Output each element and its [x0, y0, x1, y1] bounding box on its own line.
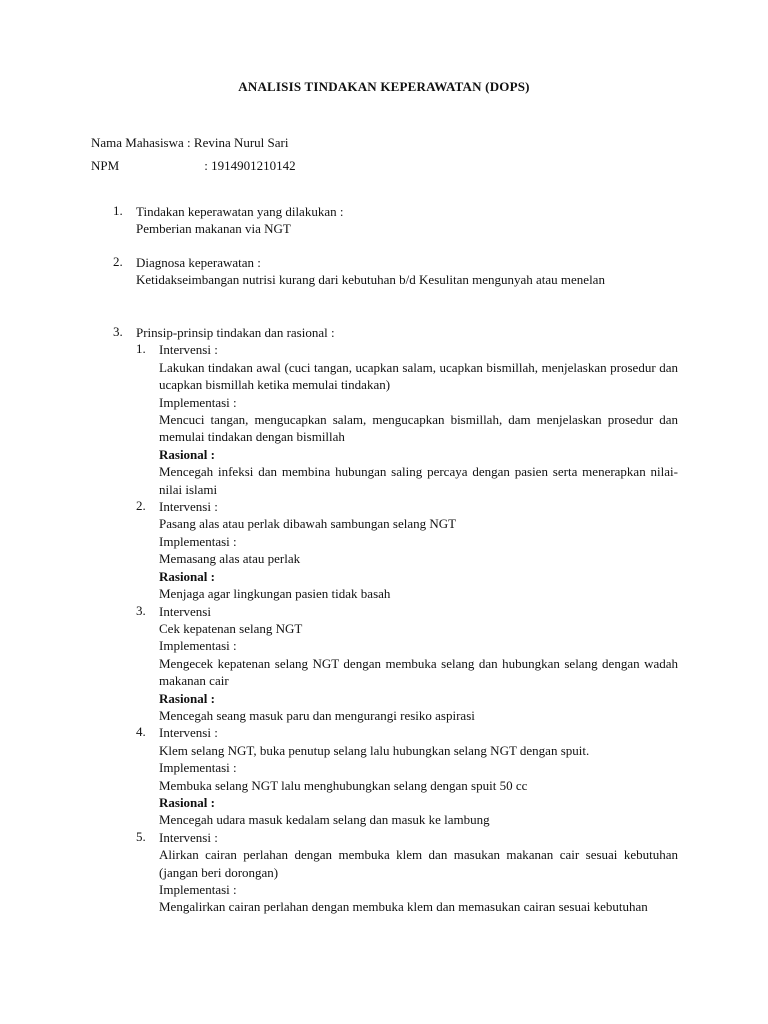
rasional-label: Rasional :	[159, 690, 215, 706]
implementasi-text: Memasang alas atau perlak	[159, 551, 301, 567]
section-2	[113, 254, 678, 289]
intervensi-text: Lakukan tindakan awal (cuci tangan, ucapkan salam, ucapkan bismillah, menjelaskan prosedur dan ucapkan bismillah ketika memulai tindakan)	[159, 359, 678, 393]
student-npm-value: : 1914901210142	[204, 158, 296, 173]
implementasi-label: Implementasi :	[159, 533, 237, 549]
implementasi-text: Mengalirkan cairan perlahan dengan membuka klem dan memasukan cairan sesuai kebutuhan	[159, 899, 648, 915]
implementasi-label: Implementasi :	[159, 394, 237, 410]
student-npm-row	[91, 157, 296, 174]
rasional-label: Rasional :	[159, 794, 215, 810]
intervensi-label: Intervensi :	[159, 499, 218, 515]
section-text: Pemberian makanan via NGT	[136, 221, 291, 237]
section-3	[113, 324, 678, 916]
section-heading: Prinsip-prinsip tindakan dan rasional :	[136, 325, 335, 340]
principle-item	[136, 829, 678, 916]
rasional-text: Mencegah udara masuk kedalam selang dan masuk ke lambung	[159, 812, 490, 828]
principle-number: 4.	[136, 724, 146, 740]
section-number: 2.	[113, 254, 123, 269]
implementasi-text: Mencuci tangan, mengucapkan salam, mengucapkan bismillah, dam menjelaskan prosedur dan memulai tindakan dengan bismillah	[159, 412, 678, 445]
section-heading: Diagnosa keperawatan :	[136, 255, 261, 270]
student-name-row	[91, 134, 289, 151]
intervensi-label: Intervensi	[159, 603, 211, 619]
principle-number: 3.	[136, 602, 146, 618]
principle-item	[136, 498, 678, 602]
principle-number: 1.	[136, 341, 146, 357]
implementasi-text: Membuka selang NGT lalu menghubungkan selang dengan spuit 50 cc	[159, 777, 528, 793]
section-heading: Tindakan keperawatan yang dilakukan :	[136, 204, 344, 219]
intervensi-text: Alirkan cairan perlahan dengan membuka klem dan masukan makanan cair sesuai kebutuhan (jangan beri dorongan)	[159, 847, 678, 880]
principle-number: 5.	[136, 828, 146, 844]
section-number: 3.	[113, 324, 123, 339]
section-1	[113, 203, 678, 238]
implementasi-label: Implementasi :	[159, 638, 237, 654]
document-title: ANALISIS TINDAKAN KEPERAWATAN (DOPS)	[238, 79, 530, 94]
rasional-text: Menjaga agar lingkungan pasien tidak basah	[159, 586, 391, 602]
student-name-label: Nama Mahasiswa	[91, 135, 184, 150]
section-number: 1.	[113, 203, 123, 218]
intervensi-label: Intervensi :	[159, 829, 218, 845]
implementasi-label: Implementasi :	[159, 882, 237, 897]
rasional-label: Rasional :	[159, 568, 215, 584]
student-npm-label: NPM	[91, 158, 120, 173]
principle-number: 2.	[136, 498, 146, 514]
principle-item	[136, 603, 678, 725]
intervensi-text: Klem selang NGT, buka penutup selang lalu hubungkan selang NGT dengan spuit.	[159, 742, 590, 758]
section-text: Ketidakseimbangan nutrisi kurang dari kebutuhan b/d Kesulitan mengunyah atau menelan	[136, 272, 605, 288]
student-name-value: : Revina Nurul Sari	[187, 135, 289, 150]
implementasi-label: Implementasi :	[159, 760, 237, 776]
intervensi-label: Intervensi :	[159, 725, 218, 741]
intervensi-label: Intervensi :	[159, 342, 218, 358]
implementasi-text: Mengecek kepatenan selang NGT dengan membuka selang dan hubungkan selang dengan wadah makanan cair	[159, 655, 678, 689]
principle-item	[136, 341, 678, 498]
rasional-text: Mencegah seang masuk paru dan mengurangi resiko aspirasi	[159, 707, 475, 723]
principle-item	[136, 724, 678, 828]
rasional-text: Mencegah infeksi dan membina hubungan saling percaya dengan pasien serta menerapkan nilai-nilai islami	[159, 464, 678, 497]
rasional-label: Rasional :	[159, 446, 215, 462]
intervensi-text: Pasang alas atau perlak dibawah sambungan selang NGT	[159, 516, 457, 532]
intervensi-text: Cek kepatenan selang NGT	[159, 620, 303, 636]
